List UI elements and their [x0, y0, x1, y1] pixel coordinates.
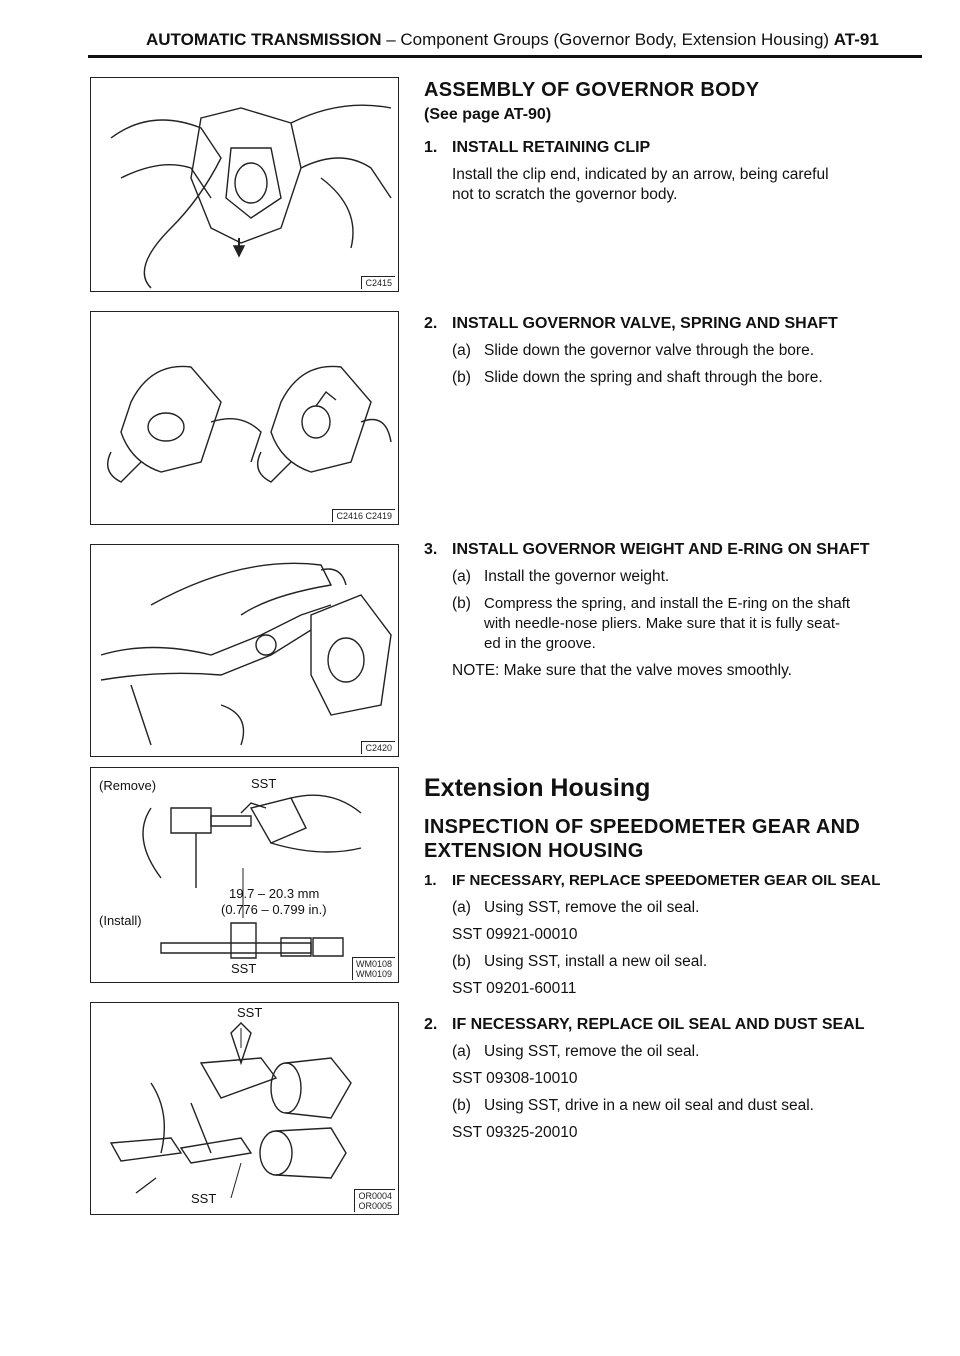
sub-step [424, 952, 924, 972]
step-number: 3. [424, 541, 438, 558]
sub-step-number: (b) [452, 369, 471, 386]
sub-step-number: (a) [452, 568, 471, 585]
oil-dust-seal-illustration [91, 1003, 398, 1214]
step-heading [424, 138, 924, 158]
sst-top-label: SST [237, 1005, 263, 1020]
step-number: 1. [424, 139, 438, 156]
sub-step-text: Install the governor weight. [484, 568, 670, 585]
figure-code: C2420 [361, 741, 395, 754]
step-title: IF NECESSARY, REPLACE SPEEDOMETER GEAR OIL SEAL [452, 872, 881, 889]
header-page-number: AT-91 [833, 30, 879, 49]
figure-governor-valve [90, 311, 399, 525]
sub-step-number: (a) [452, 342, 471, 359]
sub-step-text-line: with needle-nose pliers. Make sure that it is fully seat- [484, 615, 840, 632]
sub-step [424, 567, 924, 587]
sst-number: SST 09921-00010 [452, 926, 578, 943]
step-number: 2. [424, 1016, 438, 1033]
see-page-reference: (See page AT-90) [424, 106, 552, 123]
header-rule [88, 55, 922, 58]
figure-code-line: OR0004 [358, 1191, 392, 1201]
sst-number: SST 09308-10010 [452, 1070, 578, 1087]
figure-code [354, 1189, 395, 1212]
extension-step-2 [424, 1015, 924, 1143]
sub-step-text: Using SST, drive in a new oil seal and dust seal. [484, 1097, 814, 1114]
dimension-mm-label: 19.7 – 20.3 mm [229, 886, 320, 901]
sub-step-text: Using SST, remove the oil seal. [484, 1043, 700, 1060]
dimension-in-label: (0.776 – 0.799 in.) [221, 902, 327, 917]
sub-step-text: Using SST, install a new oil seal. [484, 953, 708, 970]
sub-step-number: (a) [452, 1043, 471, 1060]
step-title: INSTALL GOVERNOR WEIGHT AND E-RING ON SHAFT [452, 541, 870, 558]
step-number: 1. [424, 872, 437, 889]
governor-valve-illustration [91, 312, 398, 524]
sub-step-text-line: Compress the spring, and install the E-ring on the shaft [484, 595, 851, 612]
extension-step-1 [424, 871, 924, 999]
step-heading [424, 540, 924, 560]
sst-number: SST 09325-20010 [452, 1124, 578, 1141]
sub-step [424, 1096, 924, 1116]
step-heading [424, 1015, 924, 1035]
step-title: INSTALL RETAINING CLIP [452, 139, 651, 156]
sub-step-text-line: ed in the groove. [484, 635, 596, 652]
sst-number: SST 09201-60011 [452, 980, 577, 997]
step-title: IF NECESSARY, REPLACE OIL SEAL AND DUST SEAL [452, 1016, 865, 1033]
step-heading [424, 314, 924, 334]
sub-step [424, 898, 924, 918]
sst-top-label: SST [251, 776, 277, 791]
sub-step-text: Slide down the spring and shaft through the bore. [484, 369, 823, 386]
assembly-heading-block [424, 78, 924, 124]
sub-step [424, 341, 924, 361]
sub-step-number: (b) [452, 953, 471, 970]
sub-step-number: (a) [452, 899, 471, 916]
step-number: 2. [424, 315, 438, 332]
figure-code: C2415 [361, 276, 395, 289]
extension-title: Extension Housing [424, 774, 651, 802]
figure-code: C2416 C2419 [332, 509, 395, 522]
sub-step-text: Using SST, remove the oil seal. [484, 899, 700, 916]
figure-code-line: OR0005 [358, 1201, 392, 1211]
figure-retaining-clip [90, 77, 399, 292]
sub-step [424, 1042, 924, 1062]
header-subtitle: – Component Groups (Governor Body, Extension Housing) [381, 30, 834, 49]
figure-e-ring [90, 544, 399, 757]
assembly-step-2 [424, 314, 924, 388]
figure-code [352, 957, 395, 980]
sub-step [424, 368, 924, 388]
header-section: AUTOMATIC TRANSMISSION [146, 30, 382, 49]
e-ring-pliers-illustration [91, 545, 398, 756]
step-text-line: not to scratch the governor body. [452, 186, 678, 203]
remove-label: (Remove) [99, 778, 157, 793]
sub-step-number: (b) [452, 1097, 471, 1114]
figure-code-line: WM0108 [355, 959, 392, 969]
sst-bottom-label: SST [231, 961, 257, 976]
speedometer-oil-seal-illustration [91, 768, 398, 982]
assembly-step-3 [424, 540, 924, 681]
sub-step-text: Slide down the governor valve through the bore. [484, 342, 815, 359]
sst-bottom-label: SST [191, 1191, 217, 1206]
figure-oil-dust-seal [90, 1002, 399, 1215]
inspection-title-line: EXTENSION HOUSING [424, 840, 644, 862]
assembly-step-1 [424, 138, 924, 205]
sub-step-number: (b) [452, 595, 471, 612]
figure-speedometer-oil-seal [90, 767, 399, 983]
step-text-line: Install the clip end, indicated by an arrow, being careful [452, 166, 829, 183]
inspection-title-line: INSPECTION OF SPEEDOMETER GEAR AND [424, 816, 861, 838]
install-label: (Install) [99, 913, 142, 928]
retaining-clip-illustration [91, 78, 398, 291]
page-header [146, 30, 922, 50]
figure-code-line: WM0109 [355, 969, 392, 979]
sub-step [424, 594, 924, 654]
step-title: INSTALL GOVERNOR VALVE, SPRING AND SHAFT [452, 315, 838, 332]
step-text [424, 165, 924, 205]
note-text: NOTE: Make sure that the valve moves smoothly. [452, 662, 792, 679]
assembly-title: ASSEMBLY OF GOVERNOR BODY [424, 79, 760, 101]
extension-heading-block [424, 773, 924, 863]
step-heading [424, 871, 924, 891]
